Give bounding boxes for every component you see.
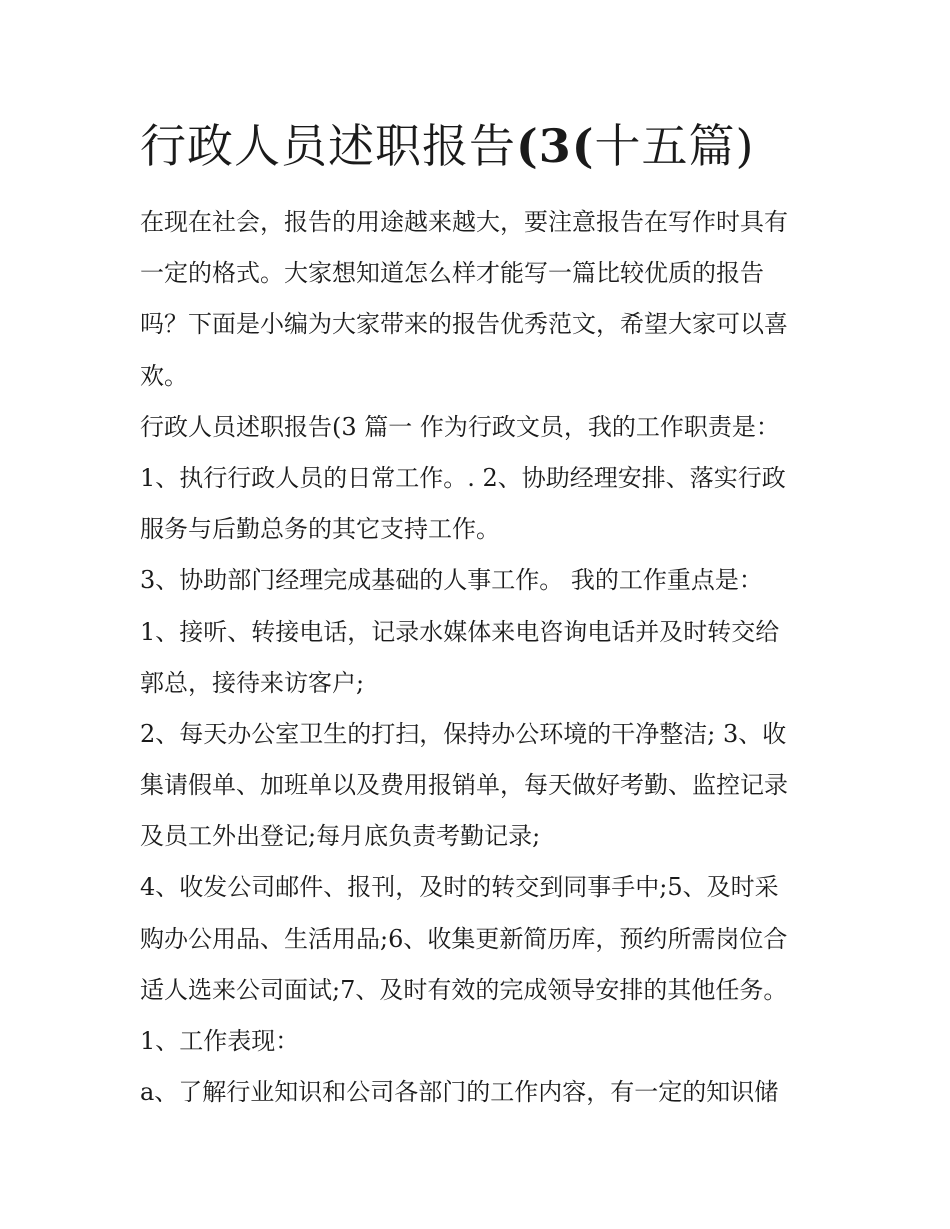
document-body (140, 197, 820, 1118)
body-line: 在现在社会，报告的用途越来越大，要注意报告在写作时具有 (140, 208, 788, 236)
body-line: 及员工外出登记;每月底负责考勤记录; (140, 822, 541, 851)
body-line: 集请假单、加班单以及费用报销单，每天做好考勤、监控记录 (140, 771, 788, 800)
title-main: 行政人员述职报告 (140, 119, 516, 173)
title-tail: 十五篇) (594, 119, 755, 173)
body-line: 欢。 (140, 361, 188, 390)
body-line: 吗？下面是小编为大家带来的报告优秀范文，希望大家可以喜 (140, 310, 788, 339)
body-line: 1、工作表现： (140, 1027, 300, 1055)
body-line: 行政人员述职报告(3 篇一 作为行政文员，我的工作职责是： (140, 412, 780, 441)
body-line: a、了解行业知识和公司各部门的工作内容，有一定的知识储 (140, 1078, 779, 1107)
body-line: 3、协助部门经理完成基础的人事工作。 我的工作重点是： (140, 566, 763, 595)
body-line: 1、接听、转接电话，记录水媒体来电咨询电话并及时转交给 (140, 617, 780, 646)
body-line: 1、执行行政人员的日常工作。. 2、协助经理安排、落实行政 (140, 463, 786, 492)
body-line: 郭总，接待来访客户; (140, 668, 365, 697)
document-title (140, 112, 755, 180)
title-bold-part: (3( (516, 119, 595, 173)
body-line: 适人选来公司面试;7、及时有效的完成领导安排的其他任务。 (140, 975, 788, 1004)
body-line: 4、收发公司邮件、报刊，及时的转交到同事手中;5、及时采 (140, 873, 779, 902)
body-line: 2、每天办公室卫生的打扫，保持办公环境的干净整洁; 3、收 (140, 719, 787, 748)
body-line: 一定的格式。大家想知道怎么样才能写一篇比较优质的报告 (140, 259, 764, 288)
body-line: 购办公用品、生活用品;6、收集更新简历库，预约所需岗位合 (140, 924, 788, 953)
body-line: 服务与后勤总务的其它支持工作。 (140, 515, 500, 544)
